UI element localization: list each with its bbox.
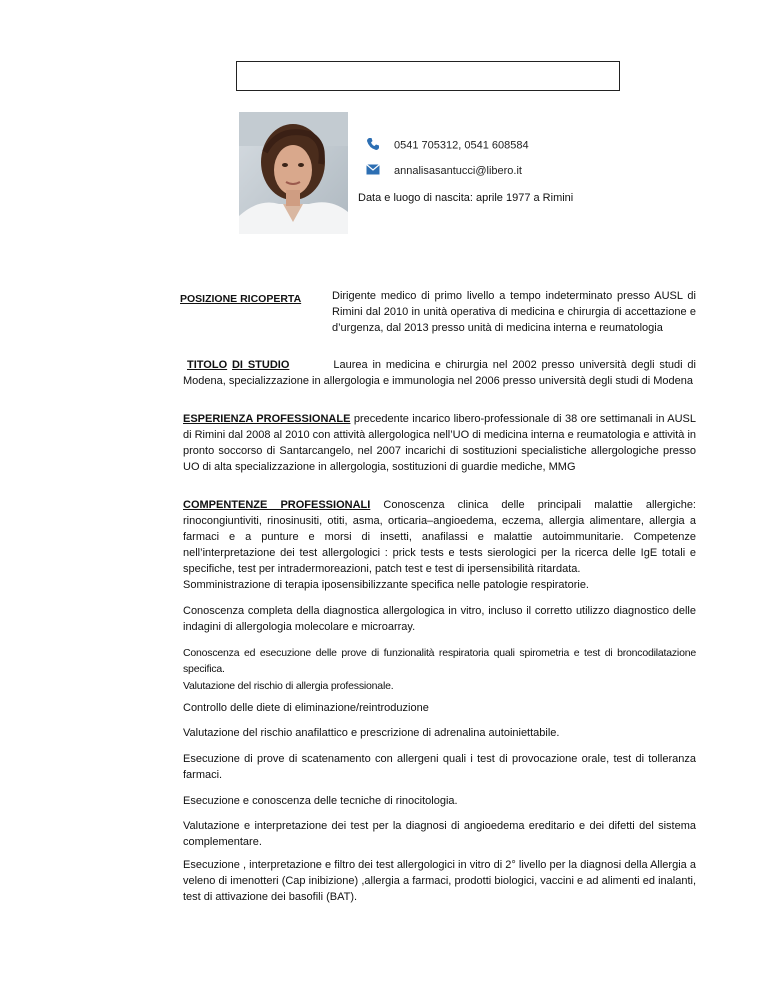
phone-number[interactable]: 0541 705312, 0541 608584 — [394, 139, 529, 152]
skill-item: Somministrazione di terapia iposensibilizzante specifica nelle patologie respiratorie. — [183, 579, 589, 591]
education-label-b: DI STUDIO — [231, 359, 290, 371]
profile-photo — [239, 112, 348, 234]
phone-icon — [366, 137, 382, 154]
education-section — [183, 357, 696, 389]
envelope-icon — [366, 164, 382, 178]
skill-item: Valutazione del rischio anafilattico e prescrizione di adrenalina autoiniettabile. — [183, 727, 560, 739]
skills-section — [183, 497, 696, 577]
position-label: POSIZIONE RICOPERTA — [180, 293, 302, 305]
skill-item: Esecuzione di prove di scatenamento con allergeni quali i test di provocazione orale, test di tolleranza farmaci. — [183, 753, 696, 781]
experience-text: precedente incarico libero-professionale di 38 ore settimanali in AUSL di Rimini dal 2008 al 2010 con attività allergologica nell’UO di medicina interna e reumatologia e attività in pronto soccorso di Santarcangelo, nel 2007 incarichi di sostituzioni specialistiche allergologiche presso UO di alta specializzazione in allergologia, sostituzioni di guardie mediche, MMG — [183, 413, 697, 473]
experience-section — [183, 411, 696, 475]
phone-row — [366, 137, 529, 154]
skill-item: Esecuzione , interpretazione e filtro dei test allergologici in vitro di 2° livello per la diagnosi della Allergia a veleno di imenotteri (Cap inibizione) ,allergia a farmaci, prodotti biologici, vaccini e ad alimenti ed inalanti, test di attivazione dei basofili (BAT). — [183, 859, 696, 903]
skills-label: COMPENTENZE PROFESSIONALI — [183, 499, 371, 511]
skill-item: Controllo delle diete di eliminazione/reintroduzione — [183, 702, 429, 714]
skill-item: Esecuzione e conoscenza delle tecniche di rinocitologia. — [183, 795, 458, 807]
skill-item: Valutazione del rischio di allergia professionale. — [183, 680, 394, 692]
education-text: Laurea in medicina e chirurgia nel 2002 presso università degli studi di Modena, specializzazione in allergologia e immunologia nel 2006 presso università degli studi di Modena — [183, 359, 696, 387]
email-row — [366, 164, 522, 178]
skill-item: Conoscenza completa della diagnostica allergologica in vitro, incluso il corretto utilizzo diagnostico delle indagini di allergologia molecolare e microarray. — [183, 605, 696, 633]
experience-label: ESPERIENZA PROFESSIONALE — [183, 413, 351, 425]
education-label-a: TITOLO — [187, 359, 228, 371]
skills-text: Conoscenza clinica delle principali malattie allergiche: rinocongiuntiviti, rinosinusiti, otiti, asma, orticaria–angioedema, eczema, allergia alimentare, allergia a farmaci e a punture e morsi di insetti, anafilassi e malattie autoimmunitarie. Competenze nell’interpretazione dei test allergologici : prick tests e tests sierologici per la ricerca delle IgE totali e specifiche, test per intradermoreazioni, patch test e test di ipersensibilità ritardata. — [183, 499, 696, 575]
position-text: Dirigente medico di primo livello a tempo indeterminato presso AUSL di Rimini dal 2010 in unità operativa di medicina e chirurgia di accettazione e d’urgenza, dal 2013 presso unità di medicina interna e reumatologia — [332, 290, 696, 334]
skill-item: Conoscenza ed esecuzione delle prove di funzionalità respiratoria quali spirometria e test di broncodilatazione specifica. — [183, 647, 696, 675]
skill-item: Valutazione e interpretazione dei test per la diagnosi di angioedema ereditario e dei difetti del sistema complementare. — [183, 820, 696, 848]
name-box — [236, 61, 620, 91]
birth-info: Data e luogo di nascita: aprile 1977 a Rimini — [358, 192, 574, 204]
email-address[interactable]: annalisasantucci@libero.it — [394, 164, 522, 177]
